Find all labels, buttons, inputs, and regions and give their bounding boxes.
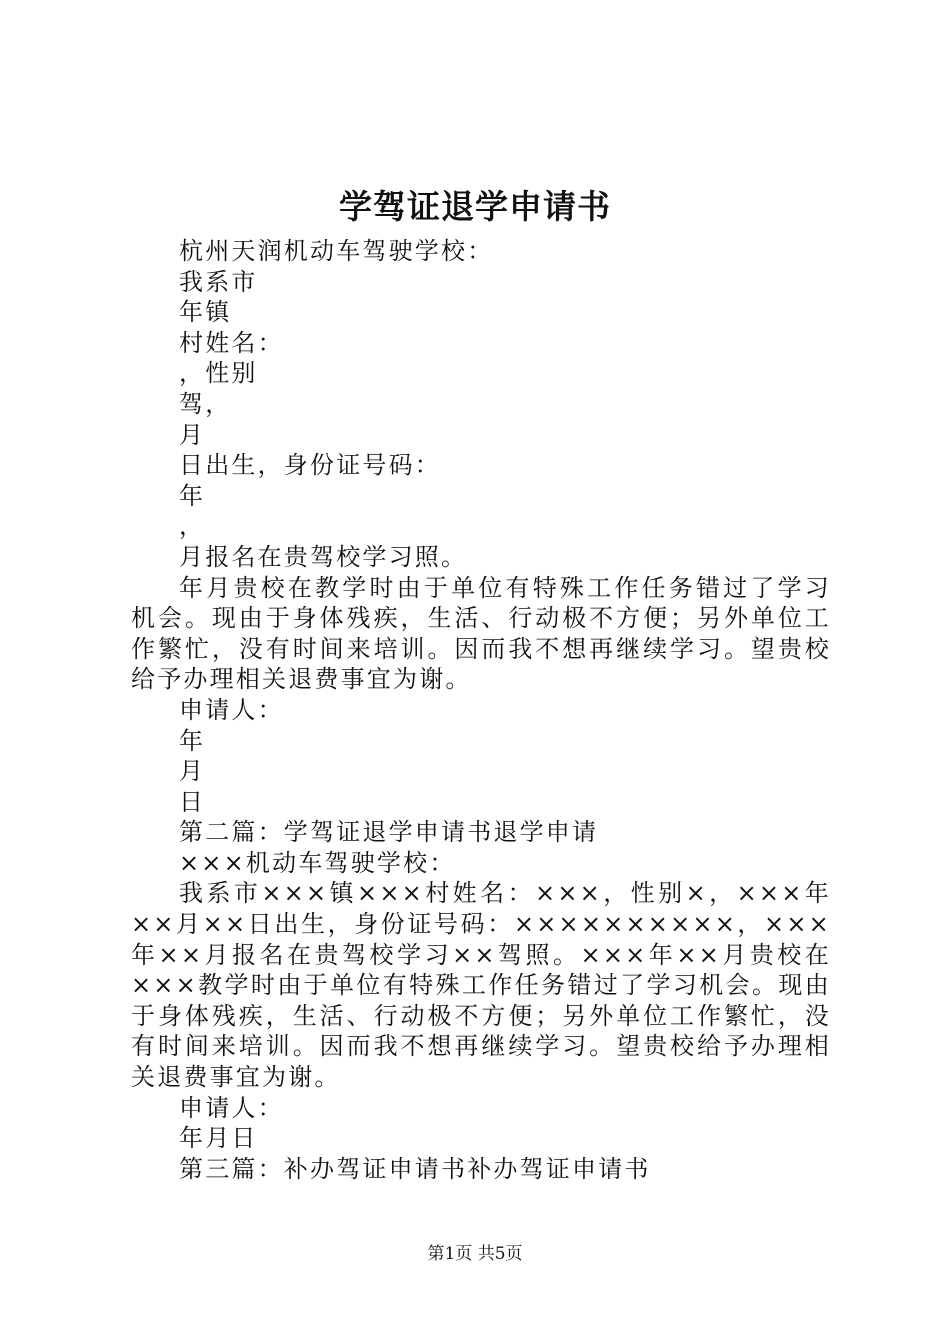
- date-line: 年: [179, 726, 206, 755]
- text-line: ，性别: [179, 359, 258, 388]
- body-paragraph: 年月贵校在教学时由于单位有特殊工作任务错过了学习机会。现由于身体残疾，生活、行动极不方便；另外单位工作繁忙，没有时间来培训。因而我不想再继续学习。望贵校给予办理相关退费事宜为谢。: [131, 573, 831, 694]
- date-line: 月: [179, 757, 206, 786]
- text-line: 我系市: [179, 267, 258, 296]
- text-line: 月: [179, 420, 206, 449]
- page-footer: 第1页 共5页: [427, 1244, 523, 1264]
- section-heading: 第二篇：学驾证退学申请书退学申请: [179, 818, 599, 847]
- text-line: 月报名在贵驾校学习照。: [179, 542, 468, 571]
- text-line: 村姓名：: [179, 328, 284, 357]
- body-paragraph: 我系市×××镇×××村姓名：×××，性别×，×××年××月××日出生，身份证号码：××××××××××，×××年××月报名在贵驾校学习××驾照。×××年××月贵校在×××教学时由于单位有特殊工作任务错过了学习机会。现由于身体残疾，生活、行动极不方便；另外单位工作繁忙，没有时间来培训。因而我不想再继续学习。望贵校给予办理相关退费事宜为谢。: [131, 879, 831, 1092]
- salutation: ×××机动车驾驶学校：: [179, 848, 456, 877]
- text-line: 年: [179, 481, 206, 510]
- date-line: 日: [179, 787, 206, 816]
- text-line: 年镇: [179, 298, 232, 327]
- section-heading: 第三篇：补办驾证申请书补办驾证申请书: [179, 1154, 651, 1183]
- text-line: 日出生，身份证号码：: [179, 451, 441, 480]
- salutation: 杭州天润机动车驾驶学校：: [179, 237, 494, 265]
- applicant-label: 申请人：: [179, 695, 284, 724]
- applicant-label: 申请人：: [179, 1093, 284, 1122]
- document-body: [131, 236, 831, 1184]
- text-line: 驾，: [179, 389, 232, 418]
- text-line: ，: [179, 512, 206, 541]
- document-title: 学驾证退学申请书: [339, 187, 611, 226]
- date-line: 年月日: [179, 1124, 258, 1153]
